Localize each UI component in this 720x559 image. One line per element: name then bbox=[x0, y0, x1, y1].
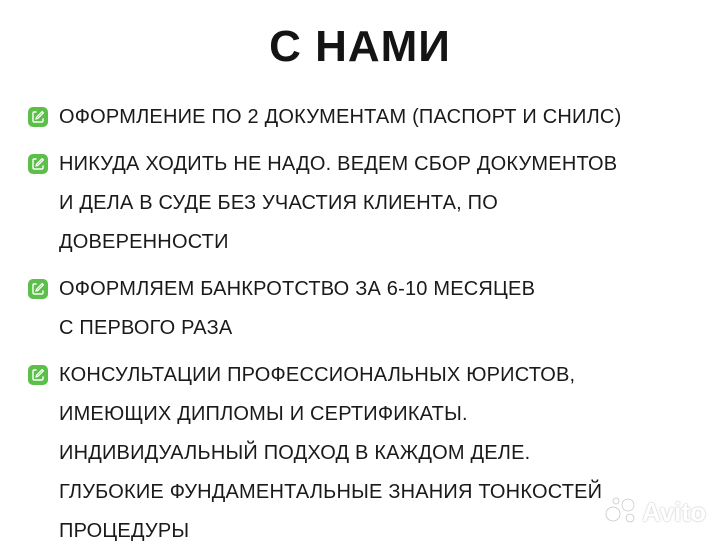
edit-icon bbox=[28, 107, 48, 127]
list-item bbox=[28, 270, 713, 348]
edit-icon bbox=[28, 154, 48, 174]
avito-logo-icon bbox=[604, 496, 638, 529]
item-text-line: ОФОРМЛЕНИЕ ПО 2 ДОКУМЕНТАМ (ПАСПОРТ И СНИЛС) bbox=[59, 106, 622, 128]
item-text-line: ДОВЕРЕННОСТИ bbox=[59, 231, 229, 253]
item-text-line: ИМЕЮЩИХ ДИПЛОМЫ И СЕРТИФИКАТЫ. bbox=[59, 403, 468, 425]
item-text-line: ГЛУБОКИЕ ФУНДАМЕНТАЛЬНЫЕ ЗНАНИЯ ТОНКОСТЕЙ bbox=[59, 481, 603, 503]
list-item bbox=[28, 145, 713, 262]
item-text-line: С ПЕРВОГО РАЗА bbox=[59, 317, 233, 339]
benefits-list bbox=[28, 98, 713, 559]
item-text-line: ОФОРМЛЯЕМ БАНКРОТСТВО ЗА 6-10 МЕСЯЦЕВ bbox=[59, 278, 536, 300]
item-text-line: И ДЕЛА В СУДЕ БЕЗ УЧАСТИЯ КЛИЕНТА, ПО bbox=[59, 192, 499, 214]
edit-icon bbox=[28, 279, 48, 299]
item-text-line: НИКУДА ХОДИТЬ НЕ НАДО. ВЕДЕМ СБОР ДОКУМЕНТОВ bbox=[59, 153, 618, 175]
edit-icon bbox=[28, 365, 48, 385]
watermark-text: Avito bbox=[641, 497, 706, 527]
item-text-line: ПРОЦЕДУРЫ bbox=[59, 520, 190, 542]
item-text-line: ИНДИВИДУАЛЬНЫЙ ПОДХОД В КАЖДОМ ДЕЛЕ. bbox=[59, 442, 531, 464]
list-item bbox=[28, 98, 713, 137]
page-title: С НАМИ bbox=[269, 22, 451, 71]
avito-watermark bbox=[604, 496, 706, 529]
item-text-line: КОНСУЛЬТАЦИИ ПРОФЕССИОНАЛЬНЫХ ЮРИСТОВ, bbox=[59, 364, 576, 386]
